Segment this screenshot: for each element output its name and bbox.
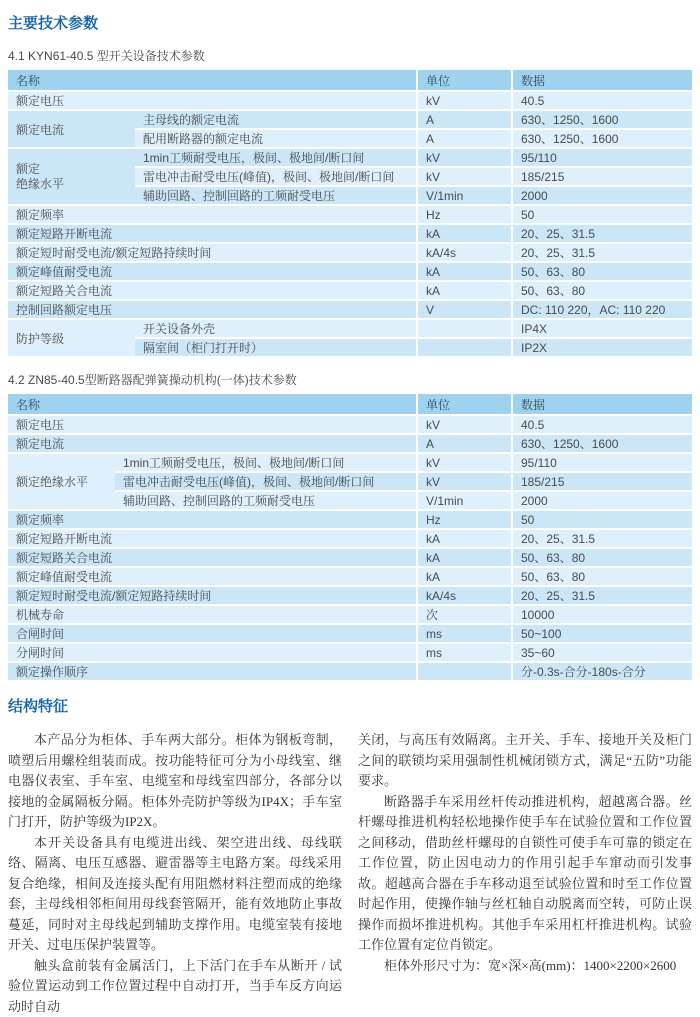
param-group-cell: 额定电流: [8, 110, 135, 148]
param-value-cell: 185/215: [512, 472, 692, 491]
column-header-data: 数据: [512, 70, 692, 91]
param-value-cell: IP4X: [512, 319, 692, 338]
table-row: [8, 453, 692, 472]
param-value-cell: 40.5: [512, 91, 692, 110]
param-value-cell: 50、63、80: [512, 281, 692, 300]
table2-caption: 4.2 ZN85-40.5型断路器配弹簧操动机构(一体)技术参数: [8, 371, 692, 388]
param-group-cell: 额定绝缘水平: [8, 453, 115, 510]
param-unit-cell: kV: [417, 453, 512, 472]
feature-paragraph: 本产品分为柜体、手车两大部分。柜体为钢板弯制，喷塑后用螺栓组装而成。按功能特征可分为小母线室、继电器仪表室、手车室、电缆室和母线室四部分，各部分以接地的金属隔板分隔。柜体外壳防护等级为IP4X；手车室门打开，防护等级为IP2X。: [8, 730, 342, 833]
param-unit-cell: kA: [417, 224, 512, 243]
param-name-cell: 额定短路关合电流: [8, 281, 417, 300]
param-value-cell: 630、1250、1600: [512, 129, 692, 148]
param-value-cell: 20、25、31.5: [512, 586, 692, 605]
param-name-cell: 1min工频耐受电压，极间、极地间/断口间: [115, 453, 417, 472]
features-section: [8, 730, 692, 1017]
feature-paragraph: 柜体外形尺寸为：宽×深×高(mm)：1400×2200×2600: [358, 956, 692, 977]
param-value-cell: 630、1250、1600: [512, 110, 692, 129]
table-row: [8, 434, 692, 453]
param-unit-cell: [417, 338, 512, 357]
param-unit-cell: kA: [417, 281, 512, 300]
param-name-cell: 隔室间（柜门打开时）: [135, 338, 417, 357]
column-header-unit: 单位: [417, 394, 512, 415]
table-row: [8, 300, 692, 319]
table-row: [8, 281, 692, 300]
param-name-cell: 额定峰值耐受电流: [8, 262, 417, 281]
param-value-cell: 630、1250、1600: [512, 434, 692, 453]
param-name-cell: 额定电流: [8, 434, 417, 453]
table-row: [8, 243, 692, 262]
table-row: [8, 224, 692, 243]
param-name-cell: 额定频率: [8, 205, 417, 224]
table-row: [8, 262, 692, 281]
table-header-row: [8, 394, 692, 415]
param-name-cell: 机械寿命: [8, 605, 417, 624]
param-value-cell: 50、63、80: [512, 567, 692, 586]
param-name-cell: 额定操作顺序: [8, 662, 417, 681]
param-unit-cell: ms: [417, 624, 512, 643]
table-header-row: [8, 70, 692, 91]
feature-paragraph: 本开关设备具有电缆进出线、架空进出线、母线联络、隔离、电压互感器、避雷器等主电路方案。母线采用复合绝缘，相间及连接头配有用阻燃材料注塑而成的绝缘套，主母线相邻柜间用母线套管隔开，能有效地防止事故蔓延，同时对主母线起到辅助支撑作用。电缆室装有接地开关、过电压保护装置等。: [8, 833, 342, 956]
table-row: [8, 529, 692, 548]
param-name-cell: 主母线的额定电流: [135, 110, 417, 129]
param-name-cell: 合闸时间: [8, 624, 417, 643]
table-row: [8, 586, 692, 605]
param-unit-cell: [417, 662, 512, 681]
param-value-cell: 50、63、80: [512, 262, 692, 281]
param-unit-cell: kV: [417, 167, 512, 186]
param-value-cell: 40.5: [512, 415, 692, 434]
param-name-cell: 额定电压: [8, 91, 417, 110]
param-name-cell: 额定频率: [8, 510, 417, 529]
param-unit-cell: kA: [417, 262, 512, 281]
table-row: [8, 319, 692, 338]
feature-paragraph: 关闭，与高压有效隔离。主开关、手车、接地开关及柜门之间的联锁均采用强制性机械闭锁方式，满足“五防”功能要求。: [358, 730, 692, 792]
table-row: [8, 548, 692, 567]
param-unit-cell: kA: [417, 567, 512, 586]
param-unit-cell: ms: [417, 643, 512, 662]
param-unit-cell: A: [417, 110, 512, 129]
table-row: [8, 91, 692, 110]
param-unit-cell: kA: [417, 529, 512, 548]
param-value-cell: 95/110: [512, 453, 692, 472]
param-value-cell: 95/110: [512, 148, 692, 167]
param-name-cell: 辅助回路、控制回路的工频耐受电压: [115, 491, 417, 510]
param-unit-cell: kV: [417, 148, 512, 167]
table-row: [8, 624, 692, 643]
table-row: [8, 148, 692, 167]
table-row: [8, 567, 692, 586]
param-name-cell: 额定短路开断电流: [8, 224, 417, 243]
column-header-data: 数据: [512, 394, 692, 415]
param-value-cell: 10000: [512, 605, 692, 624]
param-unit-cell: A: [417, 434, 512, 453]
table1-caption: 4.1 KYN61-40.5 型开关设备技术参数: [8, 47, 692, 64]
param-group-cell: 防护等级: [8, 319, 135, 357]
param-unit-cell: kA/4s: [417, 243, 512, 262]
param-unit-cell: A: [417, 129, 512, 148]
param-value-cell: 35~60: [512, 643, 692, 662]
feature-paragraph: 触头盒前装有金属活门，上下活门在手车从断开 / 试验位置运动到工作位置过程中自动打开，当手车反方向运动时自动: [8, 956, 342, 1017]
param-value-cell: IP2X: [512, 338, 692, 357]
param-unit-cell: 次: [417, 605, 512, 624]
param-unit-cell: kV: [417, 415, 512, 434]
param-value-cell: 50~100: [512, 624, 692, 643]
params-table-kyn61: [8, 70, 692, 358]
group-label-line1: 额定: [16, 162, 127, 177]
param-name-cell: 额定电压: [8, 415, 417, 434]
param-name-cell: 雷电冲击耐受电压(峰值)，极间、极地间/断口间: [135, 167, 417, 186]
param-value-cell: 50: [512, 205, 692, 224]
features-title: 结构特征: [8, 695, 692, 716]
param-unit-cell: kV: [417, 91, 512, 110]
param-value-cell: 2000: [512, 491, 692, 510]
param-group-cell: [8, 148, 135, 205]
table-row: [8, 110, 692, 129]
param-value-cell: 20、25、31.5: [512, 224, 692, 243]
param-name-cell: 开关设备外壳: [135, 319, 417, 338]
param-name-cell: 额定短时耐受电流/额定短路持续时间: [8, 243, 417, 262]
features-column-left: [8, 730, 342, 1017]
param-value-cell: DC: 110 220，AC: 110 220: [512, 300, 692, 319]
table-row: [8, 205, 692, 224]
param-value-cell: 20、25、31.5: [512, 529, 692, 548]
param-unit-cell: kV: [417, 472, 512, 491]
table-row: [8, 662, 692, 681]
param-unit-cell: Hz: [417, 510, 512, 529]
param-name-cell: 控制回路额定电压: [8, 300, 417, 319]
params-table-zn85: [8, 394, 692, 682]
param-value-cell: 50、63、80: [512, 548, 692, 567]
feature-paragraph: 断路器手车采用丝杆传动推进机构，超越离合器。丝杆螺母推进机构轻松地操作使手车在试验位置和工作位置之间移动，借助丝杆螺母的自锁性可使手车可靠的锁定在工作位置，防止因电动力的作用引起手车窜动而引发事故。超越高合器在手车移动退至试验位置和时至工作位置时起作用，使操作轴与丝杠轴自动脱离而空转，可防止误操作而损坏推进机构。其他手车采用杠杆推进机构。试验工作位置有定位肖锁定。: [358, 792, 692, 956]
param-name-cell: 额定短时耐受电流/额定短路持续时间: [8, 586, 417, 605]
param-value-cell: 50: [512, 510, 692, 529]
param-name-cell: 雷电冲击耐受电压(峰值)，极间、极地间/断口间: [115, 472, 417, 491]
table-row: [8, 643, 692, 662]
column-header-name: 名称: [8, 394, 417, 415]
param-name-cell: 1min工频耐受电压，极间、极地间/断口间: [135, 148, 417, 167]
group-label-line2: 绝缘水平: [16, 177, 127, 192]
param-name-cell: 额定短路开断电流: [8, 529, 417, 548]
param-value-cell: 2000: [512, 186, 692, 205]
param-unit-cell: kA: [417, 548, 512, 567]
param-name-cell: 额定短路关合电流: [8, 548, 417, 567]
param-unit-cell: V: [417, 300, 512, 319]
param-value-cell: 分-0.3s-合分-180s-合分: [512, 662, 692, 681]
features-column-right: [358, 730, 692, 1017]
param-unit-cell: [417, 319, 512, 338]
param-unit-cell: kA/4s: [417, 586, 512, 605]
param-unit-cell: V/1min: [417, 491, 512, 510]
column-header-unit: 单位: [417, 70, 512, 91]
table-row: [8, 415, 692, 434]
param-name-cell: 分闸时间: [8, 643, 417, 662]
param-value-cell: 185/215: [512, 167, 692, 186]
param-unit-cell: V/1min: [417, 186, 512, 205]
param-name-cell: 配用断路器的额定电流: [135, 129, 417, 148]
param-name-cell: 额定峰值耐受电流: [8, 567, 417, 586]
param-value-cell: 20、25、31.5: [512, 243, 692, 262]
param-name-cell: 辅助回路、控制回路的工频耐受电压: [135, 186, 417, 205]
page-title: 主要技术参数: [8, 12, 692, 33]
table-row: [8, 510, 692, 529]
param-unit-cell: Hz: [417, 205, 512, 224]
column-header-name: 名称: [8, 70, 417, 91]
table-row: [8, 605, 692, 624]
